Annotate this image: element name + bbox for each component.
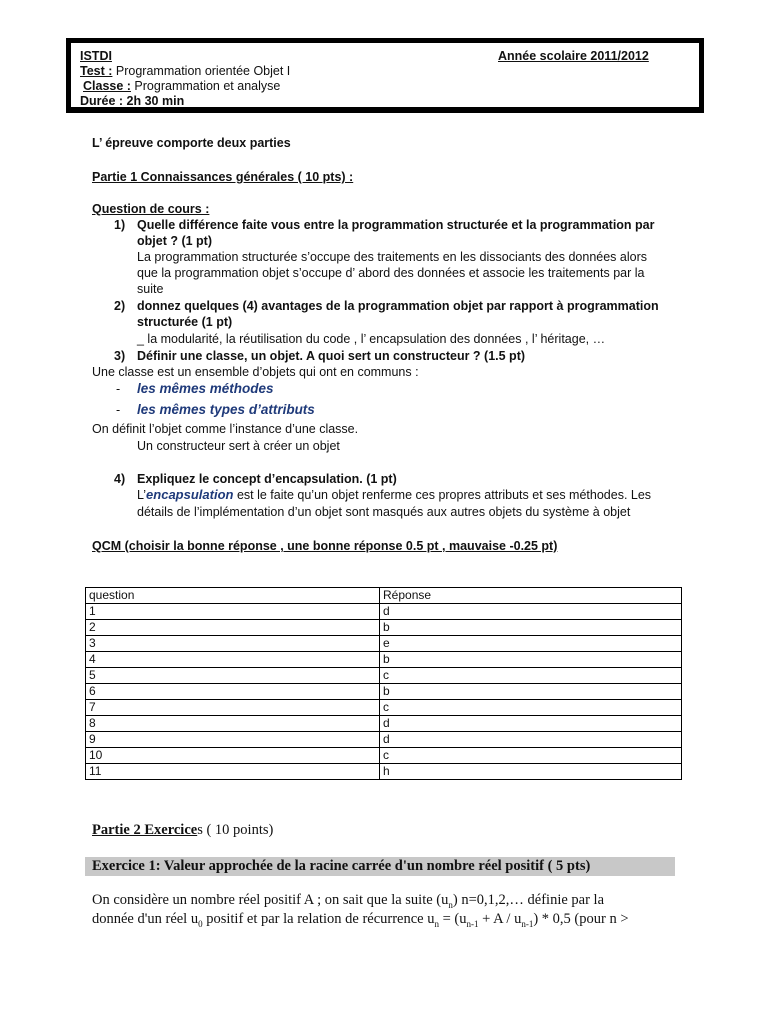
answer-cell: c [380, 748, 682, 764]
question-cell: 3 [86, 636, 380, 652]
intro: L’ épreuve comporte deux parties [92, 136, 291, 150]
text: est le faite qu’un objet renferme ces propres attributs et ses méthodes. Les [233, 488, 652, 502]
text: ) * 0,5 (pour n > [533, 911, 629, 927]
school-name: ISTDI [80, 49, 112, 63]
qcm-title: QCM (choisir la bonne réponse , une bonne réponse 0.5 pt , mauvaise -0.25 pt) [92, 539, 558, 553]
table-row [86, 668, 682, 684]
answer-cell: d [380, 604, 682, 620]
text: positif et par la relation de récurrence u [202, 911, 435, 927]
answer-cell: d [380, 732, 682, 748]
bullet-item: les mêmes méthodes [137, 381, 274, 396]
duree: Durée : 2h 30 min [80, 94, 185, 108]
question-cell: 4 [86, 652, 380, 668]
sub: n [448, 899, 453, 910]
table-row [86, 748, 682, 764]
question-cell: 1 [86, 604, 380, 620]
text: ) n=0,1,2,… définie par la [452, 892, 605, 908]
text: = (u [438, 911, 467, 927]
table-row [86, 732, 682, 748]
q3-answer1: Une classe est un ensemble d’objets qui ont en communs : [92, 365, 419, 379]
question-cell: question [86, 588, 380, 604]
table-row [86, 636, 682, 652]
table-row [86, 652, 682, 668]
answer-cell: e [380, 636, 682, 652]
q2-line2: structurée (1 pt) [137, 315, 233, 329]
q4-line1: Expliquez le concept d’encapsulation. (1 pt) [137, 472, 397, 486]
table-header-row [86, 588, 682, 604]
bullet-dash: - [116, 403, 121, 417]
answer-cell: d [380, 716, 682, 732]
q2-num: 2) [114, 299, 126, 313]
q1-num: 1) [114, 218, 126, 232]
qcm-table [85, 587, 682, 780]
table-row [86, 700, 682, 716]
bullet-dash: - [116, 382, 121, 396]
question-cell: 9 [86, 732, 380, 748]
table-row [86, 684, 682, 700]
answer-cell: c [380, 668, 682, 684]
question-cell: 7 [86, 700, 380, 716]
school-year: Année scolaire 2011/2012 [498, 49, 649, 63]
question-cell: 6 [86, 684, 380, 700]
table-row [86, 604, 682, 620]
question-cell: 10 [86, 748, 380, 764]
classe-value: Programmation et analyse [130, 79, 281, 93]
q3-answer2: On définit l’objet comme l’instance d’une classe. [92, 422, 359, 436]
table-row [86, 716, 682, 732]
classe-line [83, 79, 280, 94]
answer-cell: c [380, 700, 682, 716]
question-cell: 2 [86, 620, 380, 636]
text: + A / u [478, 911, 522, 927]
sub: n [434, 918, 439, 929]
q2-line1: donnez quelques (4) avantages de la programmation objet par rapport à programmation [137, 299, 659, 313]
partie2-title-rest: s ( 10 points) [197, 822, 274, 838]
q3-line1: Définir une classe, un objet. A quoi sert un constructeur ? (1.5 pt) [137, 349, 526, 363]
q1-line2: objet ? (1 pt) [137, 234, 212, 248]
sub: n-1 [521, 918, 534, 929]
q1-answer1: La programmation structurée s’occupe des traitements en les dissociants des données alors [137, 250, 647, 264]
exercice1-line1 [92, 892, 604, 913]
emphasis: encapsulation [146, 487, 234, 502]
q3-answer3: Un constructeur sert à créer un objet [137, 439, 340, 453]
q4-answer1 [137, 487, 651, 503]
table-row [86, 764, 682, 780]
partie1-title: Partie 1 Connaissances générales ( 10 pts) : [92, 170, 354, 184]
sub: 0 [198, 918, 203, 929]
text: donnée d'un réel u [92, 911, 199, 927]
answer-cell: b [380, 620, 682, 636]
q3-num: 3) [114, 349, 126, 363]
question-cell: 5 [86, 668, 380, 684]
text: On considère un nombre réel positif A ; on sait que la suite (u [92, 892, 449, 908]
answer-cell: Réponse [380, 588, 682, 604]
q4-num: 4) [114, 472, 126, 486]
text: L’ [137, 488, 147, 502]
partie2-title-main: Partie 2 Exercice [92, 822, 198, 838]
test-value: Programmation orientée Objet I [112, 64, 291, 78]
q1-answer2: que la programmation objet s’occupe d’ abord des données et associe les traitements par la [137, 266, 645, 280]
classe-label: Classe : [83, 79, 131, 93]
q2-answer: _ la modularité, la réutilisation du code , l’ encapsulation des données , l’ héritage, … [137, 332, 606, 346]
q1-answer3: suite [137, 282, 164, 296]
question-cell: 11 [86, 764, 380, 780]
answer-cell: h [380, 764, 682, 780]
header-box [66, 38, 704, 113]
answer-cell: b [380, 684, 682, 700]
test-label: Test : [80, 64, 113, 78]
sub: n-1 [466, 918, 479, 929]
question-cours-title: Question de cours : [92, 202, 210, 216]
bullet-item: les mêmes types d’attributs [137, 402, 315, 417]
table-row [86, 620, 682, 636]
partie2-title [92, 822, 273, 838]
exercice1-title: Exercice 1: Valeur approchée de la racine carrée d'un nombre réel positif ( 5 pts) [92, 858, 591, 874]
exercice1-line2 [92, 911, 629, 932]
test-line [80, 64, 290, 79]
q1-line1: Quelle différence faite vous entre la programmation structurée et la programmation par [137, 218, 655, 232]
question-cell: 8 [86, 716, 380, 732]
answer-cell: b [380, 652, 682, 668]
q4-answer2: détails de l’implémentation d’un objet sont masqués aux autres objets du système à objet [137, 505, 631, 519]
